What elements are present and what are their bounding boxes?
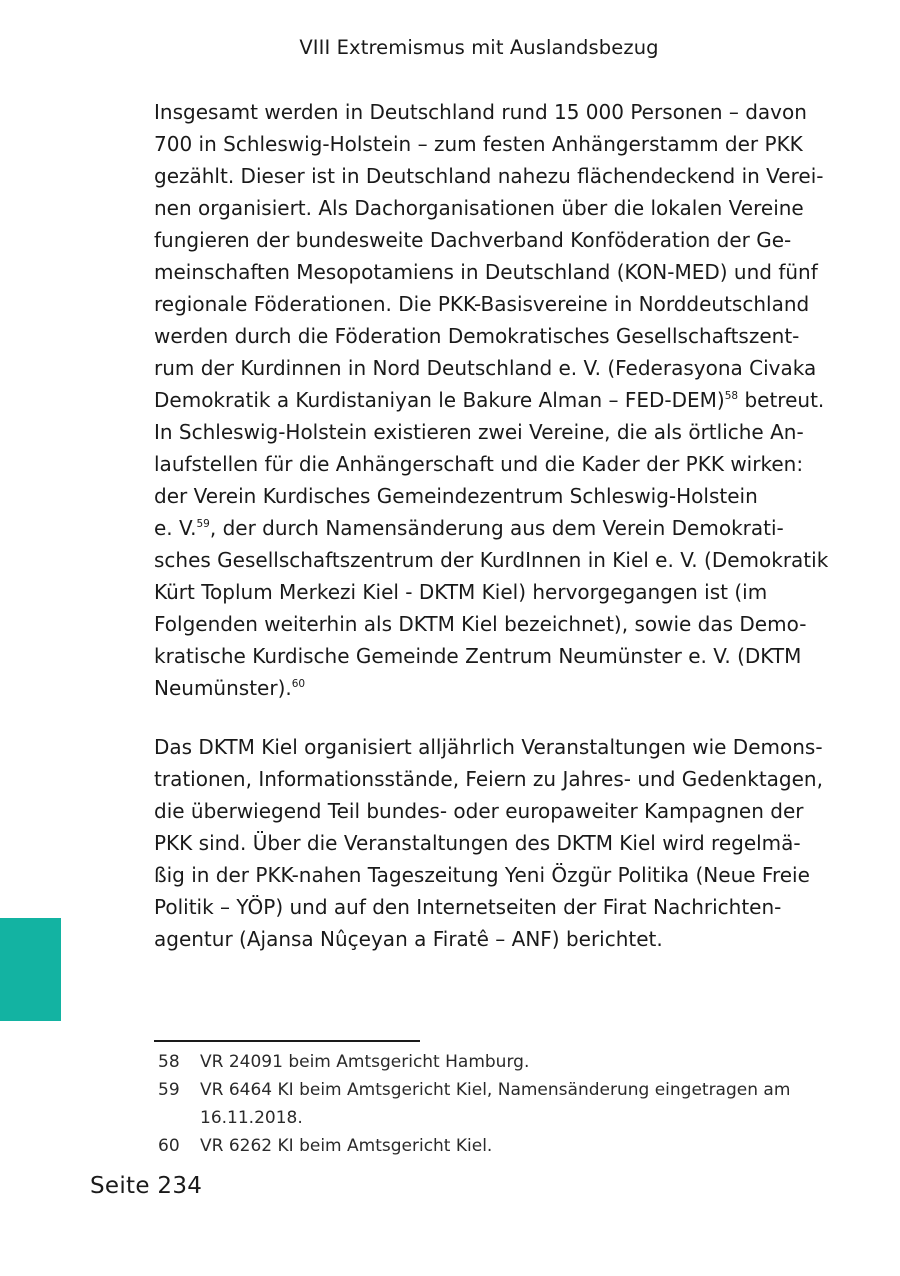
footnote-ref-58[interactable]: 58 (724, 390, 739, 402)
text-segment: Demokratik a Kurdistaniyan le Bakure Alman – FED-DEM) (154, 388, 725, 412)
footnotes (154, 1048, 814, 1160)
text-line: der Verein Kurdisches Gemeindezentrum Schleswig-Holstein (154, 484, 758, 508)
text-line: In Schleswig-Holstein existieren zwei Vereine, die als örtliche An- (154, 420, 804, 444)
body-paragraph-1 (154, 96, 829, 704)
text-line: laufstellen für die Anhängerschaft und die Kader der PKK wirken: (154, 452, 804, 476)
text-line: meinschaften Mesopotamiens in Deutschland (KON-MED) und fünf (154, 260, 818, 284)
text-line (154, 512, 814, 544)
text-line: 700 in Schleswig-Holstein – zum festen Anhängerstamm der PKK (154, 132, 803, 156)
footnote-ref-60[interactable]: 60 (291, 678, 306, 690)
text-line (154, 672, 814, 704)
footnote-60 (154, 1132, 814, 1160)
footnote-number: 58 (158, 1052, 180, 1072)
footnote-text: VR 6464 KI beim Amtsgericht Kiel, Namensänderung eingetragen am (200, 1080, 791, 1100)
text-line: werden durch die Föderation Demokratisches Gesellschaftszent- (154, 324, 800, 348)
text-line: Politik – YÖP) und auf den Internetseiten der Firat Nachrichten- (154, 895, 782, 919)
text-segment: e. V. (154, 516, 197, 540)
text-line: agentur (Ajansa Nûçeyan a Firatê – ANF) berichtet. (154, 927, 663, 951)
text-line: Insgesamt werden in Deutschland rund 15 000 Personen – davon (154, 100, 807, 124)
text-line: kratische Kurdische Gemeinde Zentrum Neumünster e. V. (DKTM (154, 644, 802, 668)
text-segment: Neumünster). (154, 676, 292, 700)
footnote-number: 60 (158, 1136, 180, 1156)
footnote-text: VR 24091 beim Amtsgericht Hamburg. (200, 1052, 530, 1072)
footnote-ref-59[interactable]: 59 (196, 518, 210, 530)
text-line: regionale Föderationen. Die PKK-Basisvereine in Norddeutschland (154, 292, 810, 316)
footnote-divider (154, 1040, 420, 1042)
body-paragraph-2 (154, 731, 823, 955)
running-header: VIII Extremismus mit Auslandsbezug (299, 36, 659, 59)
text-line: ßig in der PKK-nahen Tageszeitung Yeni Özgür Politika (Neue Freie (154, 863, 810, 887)
text-line: PKK sind. Über die Veranstaltungen des DKTM Kiel wird regelmä- (154, 831, 801, 855)
text-line: trationen, Informationsstände, Feiern zu Jahres- und Gedenktagen, (154, 767, 823, 791)
footnote-text: VR 6262 KI beim Amtsgericht Kiel. (200, 1136, 493, 1156)
text-line: nen organisiert. Als Dachorganisationen über die lokalen Vereine (154, 196, 804, 220)
text-line: sches Gesellschaftszentrum der KurdInnen in Kiel e. V. (Demokratik (154, 548, 829, 572)
text-line: Folgenden weiterhin als DKTM Kiel bezeichnet), sowie das Demo- (154, 612, 807, 636)
footnote-text: 16.11.2018. (200, 1108, 303, 1128)
text-segment: , der durch Namensänderung aus dem Verein Demokrati- (209, 516, 784, 540)
page-number: Seite 234 (90, 1173, 203, 1199)
text-line: Kürt Toplum Merkezi Kiel - DKTM Kiel) hervorgegangen ist (im (154, 580, 768, 604)
footnote-59 (154, 1076, 814, 1132)
text-line: gezählt. Dieser ist in Deutschland nahezu flächendeckend in Verei- (154, 164, 824, 188)
footnote-58 (154, 1048, 814, 1076)
footnote-number: 59 (158, 1080, 180, 1100)
text-line: Das DKTM Kiel organisiert alljährlich Veranstaltungen wie Demons- (154, 735, 823, 759)
text-line (154, 384, 825, 416)
text-line: fungieren der bundesweite Dachverband Konföderation der Ge- (154, 228, 792, 252)
text-line: die überwiegend Teil bundes- oder europaweiter Kampagnen der (154, 799, 804, 823)
text-line: rum der Kurdinnen in Nord Deutschland e. V. (Federasyona Civaka (154, 356, 817, 380)
chapter-marker-tab (0, 918, 61, 1021)
text-segment: betreut. (738, 388, 825, 412)
